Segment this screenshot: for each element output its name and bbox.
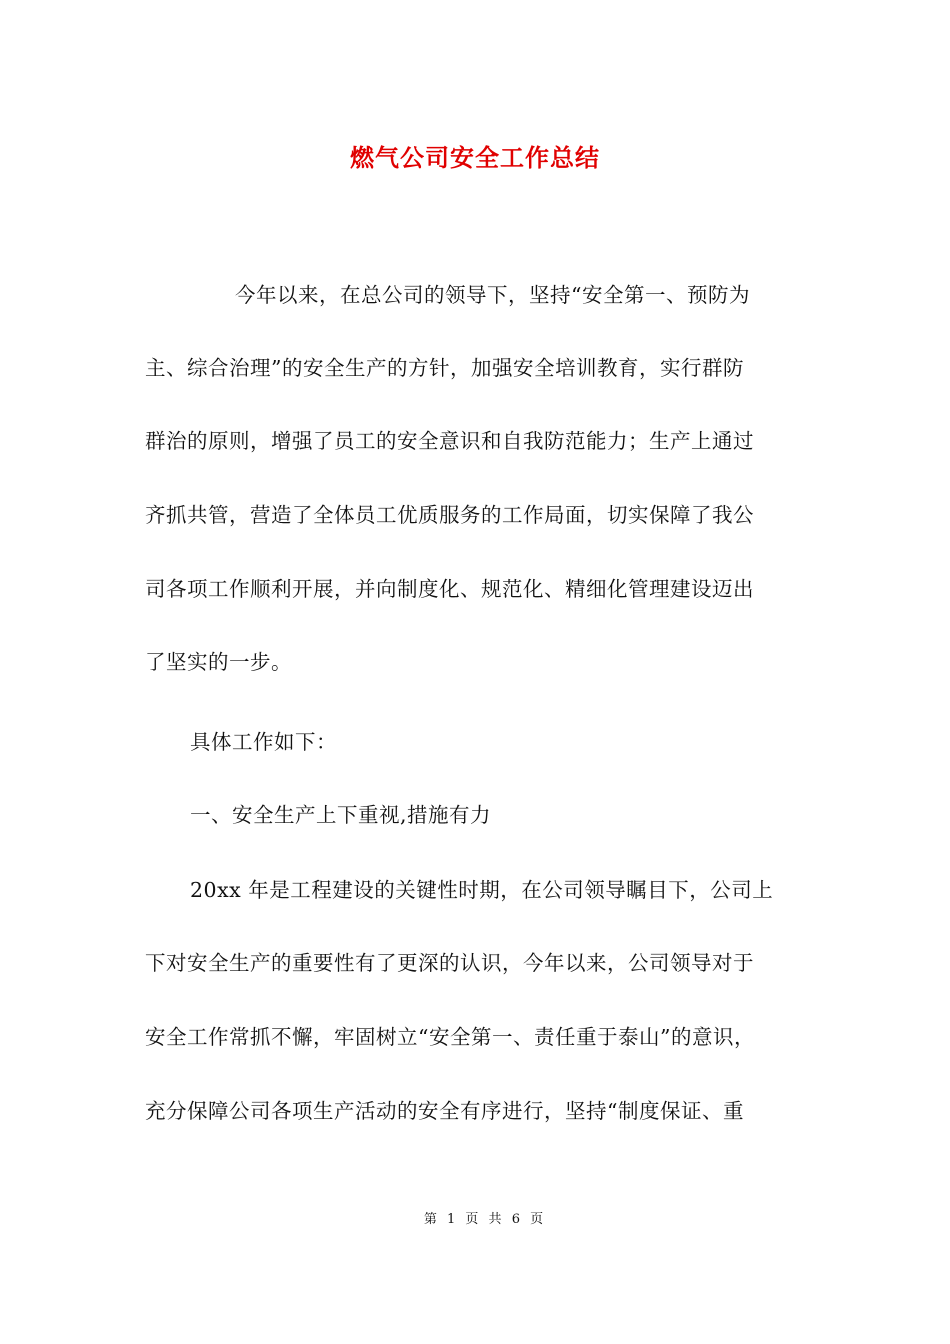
paragraph-line: 司各项工作顺利开展，并向制度化、规范化、精细化管理建设迈出 bbox=[145, 577, 754, 601]
section-heading: 一、安全生产上下重视,措施有力 bbox=[190, 803, 492, 827]
paragraph-line: 群治的原则，增强了员工的安全意识和自我防范能力；生产上通过 bbox=[145, 429, 754, 453]
page-number-footer: 第 1 页 共 6 页 bbox=[423, 1212, 547, 1227]
document-title: 燃气公司安全工作总结 bbox=[350, 144, 600, 172]
paragraph-line: 下对安全生产的重要性有了更深的认识，今年以来，公司领导对于 bbox=[145, 951, 754, 975]
paragraph-line: 齐抓共管，营造了全体员工优质服务的工作局面，切实保障了我公 bbox=[145, 503, 754, 527]
paragraph-line: 了坚实的一步。 bbox=[145, 650, 292, 674]
paragraph-line: 20xx 年是工程建设的关键性时期，在公司领导瞩目下，公司上 bbox=[190, 878, 774, 902]
paragraph-line: 充分保障公司各项生产活动的安全有序进行，坚持“制度保证、重 bbox=[145, 1099, 744, 1123]
paragraph-line: 安全工作常抓不懈，牢固树立“安全第一、责任重于泰山”的意识， bbox=[145, 1025, 755, 1049]
paragraph-line: 今年以来，在总公司的领导下，坚持“安全第一、预防为 bbox=[235, 283, 750, 307]
paragraph-line: 主、综合治理”的安全生产的方针，加强安全培训教育，实行群防 bbox=[145, 356, 744, 380]
paragraph-line: 具体工作如下： bbox=[190, 730, 337, 754]
